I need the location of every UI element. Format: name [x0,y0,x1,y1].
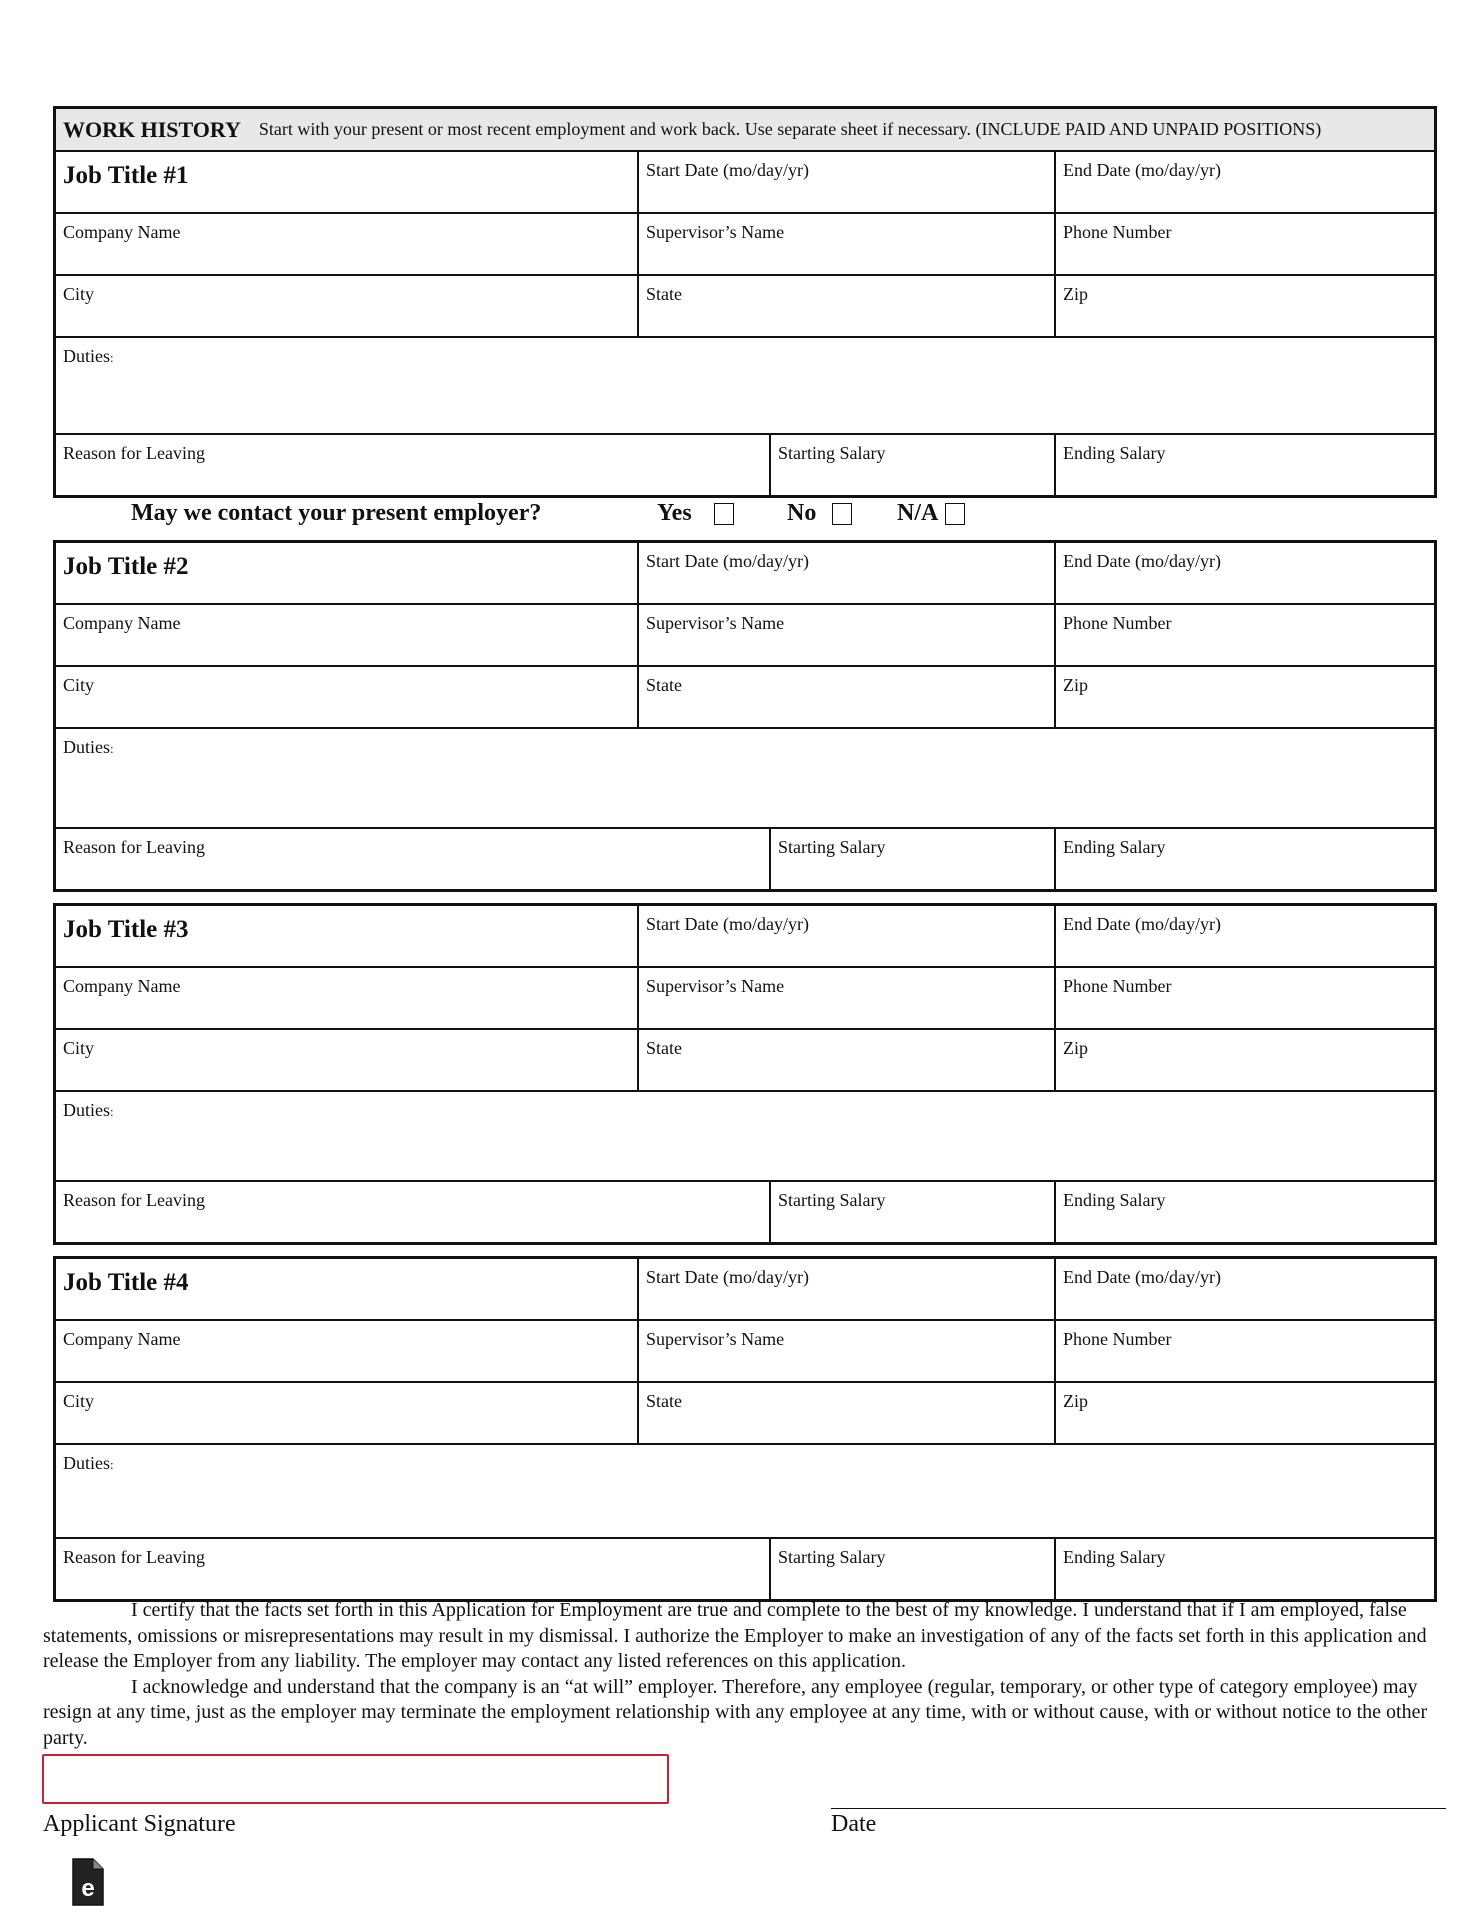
zip-field[interactable]: Zip [1054,667,1434,727]
state-field[interactable]: State [637,1383,1054,1443]
supervisor-name-field[interactable]: Supervisor’s Name [637,605,1054,665]
ending-salary-field[interactable]: Ending Salary [1054,829,1434,889]
certification-paragraph-2: I acknowledge and understand that the company is an “at will” employer. Therefore, any employee (regular, temporary, or other type of category employee) may resign at any time, just as the employer may terminate the employment relationship with any employee at any time, with or without cause, with or without notice to the other party. [43,1675,1428,1749]
company-name-field[interactable]: Company Name [63,222,181,242]
city-field[interactable]: City [63,1038,95,1058]
applicant-signature-field[interactable] [42,1754,669,1804]
city-field[interactable]: City [63,1391,95,1411]
contact-no-checkbox[interactable] [832,503,852,525]
contact-na-checkbox[interactable] [945,503,965,525]
certification-statement [43,1598,1448,1751]
company-name-field[interactable]: Company Name [63,1329,181,1349]
start-date-field[interactable]: Start Date (mo/day/yr) [637,543,1054,603]
duties-colon: : [110,1104,114,1119]
supervisor-name-field[interactable]: Supervisor’s Name [637,214,1054,274]
reason-for-leaving-field[interactable]: Reason for Leaving [63,1190,205,1210]
contact-na-label: N/A [897,500,939,526]
ending-salary-field[interactable]: Ending Salary [1054,1539,1434,1599]
starting-salary-field[interactable]: Starting Salary [769,1182,1054,1242]
job-title-field[interactable]: Job Title #3 [63,916,189,943]
work-history-instructions: Start with your present or most recent employment and work back. Use separate sheet if necessary. (INCLUDE PAID AND UNPAID POSITIONS) [258,119,1322,139]
start-date-field[interactable]: Start Date (mo/day/yr) [637,906,1054,966]
work-history-title: WORK HISTORY [63,116,241,142]
ending-salary-field[interactable]: Ending Salary [1054,1182,1434,1242]
start-date-field[interactable]: Start Date (mo/day/yr) [637,1259,1054,1319]
phone-number-field[interactable]: Phone Number [1054,968,1434,1028]
duties-label: Duties [63,737,110,757]
contact-yes-checkbox[interactable] [714,503,734,525]
work-history-header [56,109,1434,152]
phone-number-field[interactable]: Phone Number [1054,605,1434,665]
reason-for-leaving-field[interactable]: Reason for Leaving [63,443,205,463]
ending-salary-field[interactable]: Ending Salary [1054,435,1434,495]
job-title-field[interactable]: Job Title #2 [63,553,189,580]
starting-salary-field[interactable]: Starting Salary [769,1539,1054,1599]
state-field[interactable]: State [637,667,1054,727]
date-label: Date [831,1811,877,1837]
contact-employer-question-row [131,500,1031,536]
contact-yes-label: Yes [657,500,692,526]
duties-field[interactable] [56,1092,1434,1180]
starting-salary-field[interactable]: Starting Salary [769,829,1054,889]
city-field[interactable]: City [63,675,95,695]
work-history-job-3-table [53,903,1437,1245]
state-field[interactable]: State [637,1030,1054,1090]
duties-colon: : [110,350,114,365]
applicant-signature-label: Applicant Signature [43,1811,236,1837]
state-field[interactable]: State [637,276,1054,336]
certification-paragraph-1: I certify that the facts set forth in this Application for Employment are true and complete to the best of my knowledge. I understand that if I am employed, false statements, omissions or misrepresentations may result in my dismissal. I authorize the Employer to make an investigation of any of the facts set forth in this application and release the Employer from any liability. The employer may contact any listed references on this application. [43,1599,1427,1672]
end-date-field[interactable]: End Date (mo/day/yr) [1054,152,1434,212]
duties-colon: : [110,741,114,756]
job-title-field[interactable]: Job Title #4 [63,1269,189,1296]
end-date-field[interactable]: End Date (mo/day/yr) [1054,1259,1434,1319]
duties-field[interactable] [56,1445,1434,1537]
supervisor-name-field[interactable]: Supervisor’s Name [637,1321,1054,1381]
work-history-job-1-table [53,106,1437,498]
reason-for-leaving-field[interactable]: Reason for Leaving [63,837,205,857]
zip-field[interactable]: Zip [1054,1030,1434,1090]
document-e-icon [71,1858,105,1906]
zip-field[interactable]: Zip [1054,276,1434,336]
phone-number-field[interactable]: Phone Number [1054,214,1434,274]
date-line[interactable] [831,1808,1446,1809]
supervisor-name-field[interactable]: Supervisor’s Name [637,968,1054,1028]
start-date-field[interactable]: Start Date (mo/day/yr) [637,152,1054,212]
reason-for-leaving-field[interactable]: Reason for Leaving [63,1547,205,1567]
city-field[interactable]: City [63,284,95,304]
duties-label: Duties [63,346,110,366]
end-date-field[interactable]: End Date (mo/day/yr) [1054,543,1434,603]
contact-employer-question: May we contact your present employer? [131,500,542,526]
zip-field[interactable]: Zip [1054,1383,1434,1443]
work-history-job-4-table [53,1256,1437,1602]
duties-label: Duties [63,1453,110,1473]
contact-no-label: No [787,500,817,526]
phone-number-field[interactable]: Phone Number [1054,1321,1434,1381]
job-title-field[interactable]: Job Title #1 [63,162,189,189]
duties-label: Duties [63,1100,110,1120]
company-name-field[interactable]: Company Name [63,976,181,996]
work-history-job-2-table [53,540,1437,892]
duties-field[interactable] [56,729,1434,827]
svg-text:e: e [81,1875,95,1902]
company-name-field[interactable]: Company Name [63,613,181,633]
duties-field[interactable] [56,338,1434,433]
end-date-field[interactable]: End Date (mo/day/yr) [1054,906,1434,966]
duties-colon: : [110,1457,114,1472]
starting-salary-field[interactable]: Starting Salary [769,435,1054,495]
